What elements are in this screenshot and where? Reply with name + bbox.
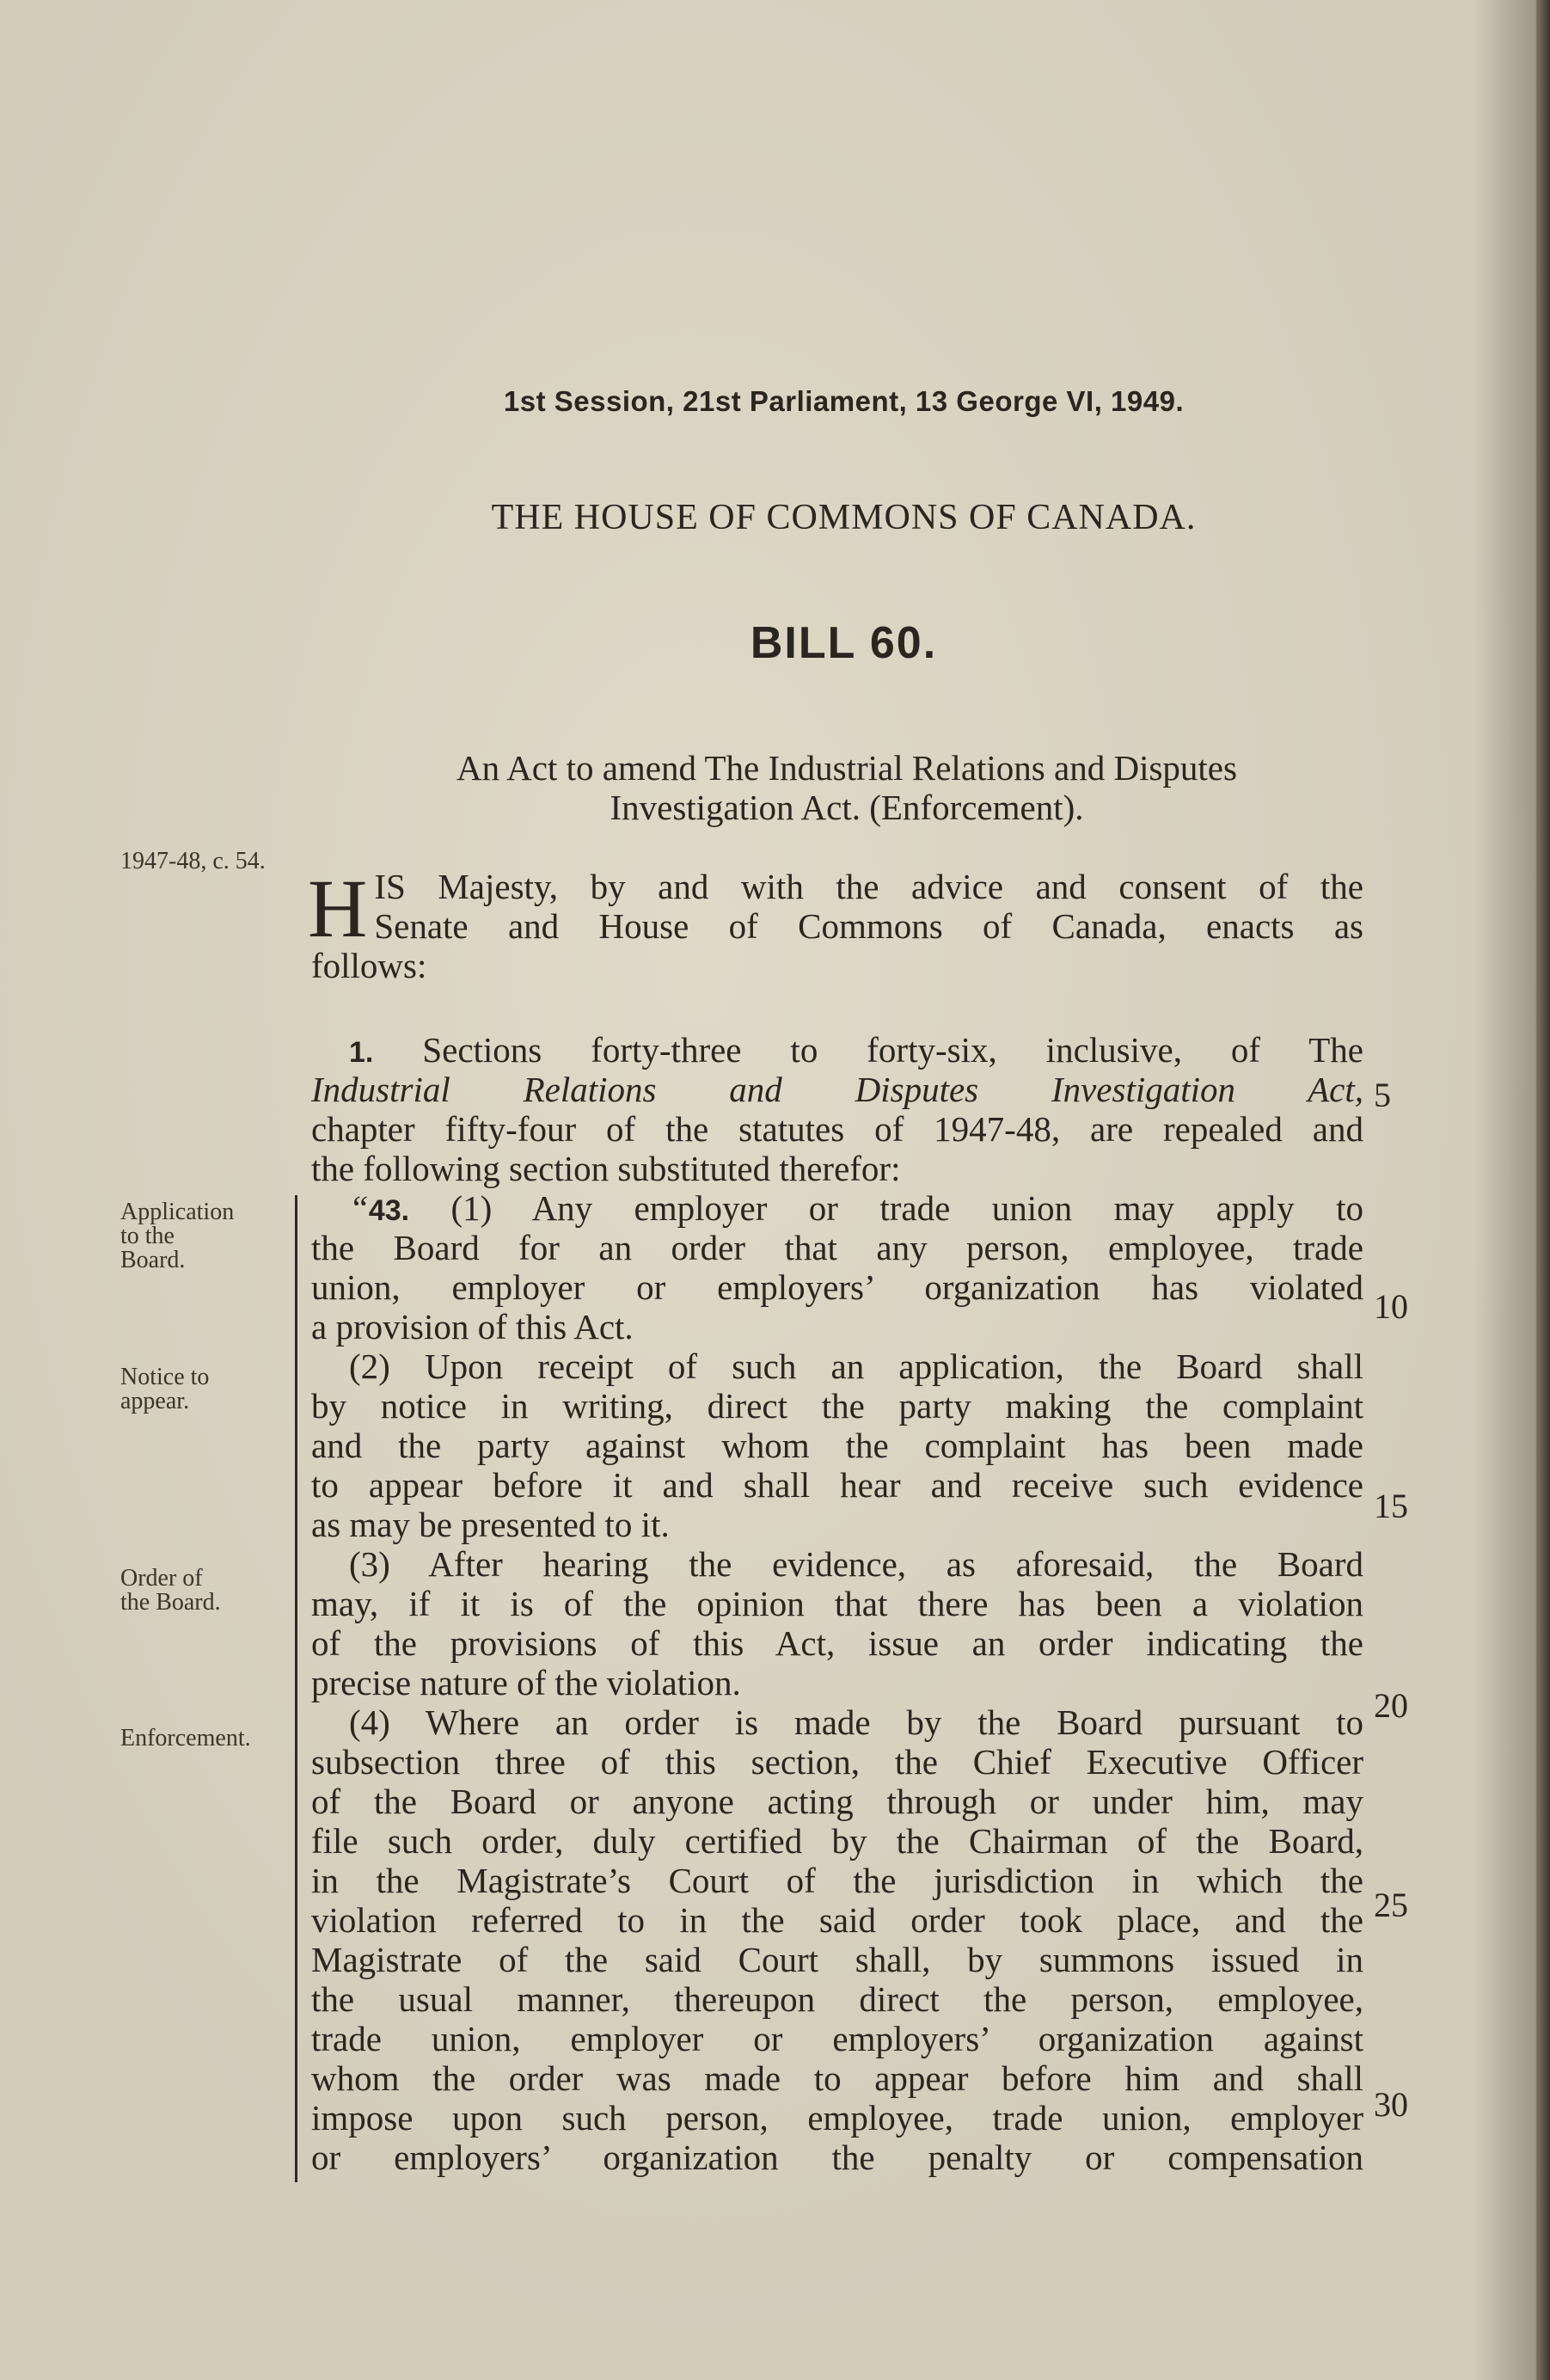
text-line: of the provisions of this Act, issue an order indicating the [311, 1623, 1363, 1663]
text-line: by notice in writing, direct the party making the complaint [311, 1386, 1363, 1426]
text-line: may, if it is of the opinion that there has been a violation [311, 1584, 1363, 1623]
margin-line: Application [120, 1199, 235, 1225]
margin-line: Notice to [120, 1364, 210, 1390]
margin-line: Board. [120, 1247, 186, 1273]
line-number: 30 [1374, 2085, 1408, 2124]
section-1 [311, 1030, 1363, 2177]
line-number: 10 [1374, 1287, 1408, 1326]
enacting-clause [308, 862, 1363, 985]
text-line: subsection three of this section, the Chief Executive Officer [311, 1742, 1363, 1782]
text-line: and the party against whom the complaint has been made [311, 1426, 1363, 1465]
text-line: IS Majesty, by and with the advice and consent of the [374, 867, 1363, 906]
drop-cap: H [308, 862, 368, 954]
page-edge [1536, 0, 1550, 2380]
margin-line: Order of [120, 1565, 203, 1592]
margin-enforcement: Enforcement. [120, 1725, 251, 1751]
text-line: as may be presented to it. [311, 1505, 670, 1544]
text-line: trade union, employer or employers’ organization against [311, 2019, 1363, 2058]
margin-line: to the [120, 1223, 175, 1249]
margin-citation: 1947-48, c. 54. [120, 848, 266, 874]
text-line: union, employer or employers’ organization has violated [311, 1267, 1363, 1307]
text-line: precise nature of the violation. [311, 1663, 741, 1702]
subtitle-line: Investigation Act. (Enforcement). [610, 788, 1084, 827]
text-line: file such order, duly certified by the Chairman of the Board, [311, 1821, 1363, 1861]
margin-application [120, 1200, 292, 1273]
margin-notice [120, 1365, 292, 1414]
text-line: of the Board or anyone acting through or under him, may [311, 1782, 1363, 1821]
subtitle-line: An Act to amend The Industrial Relations and Disputes [456, 748, 1237, 788]
line-number: 15 [1374, 1487, 1408, 1525]
text-line: Industrial Relations and Disputes Investigation Act, [311, 1070, 1363, 1109]
bill-number: BILL 60. [750, 618, 938, 668]
house-title: THE HOUSE OF COMMONS OF CANADA. [491, 498, 1197, 537]
text-line: the following section substituted therefor: [311, 1149, 901, 1188]
bill-subtitle [318, 748, 1375, 827]
text-line: Senate and House of Commons of Canada, enacts as [374, 906, 1363, 946]
text-line: impose upon such person, employee, trade union, employer [311, 2098, 1363, 2138]
open-quote: “ [349, 1188, 369, 1228]
text-line: follows: [311, 946, 427, 985]
text-line: (3) After hearing the evidence, as aforesaid, the Board [349, 1544, 1363, 1584]
text-line: (2) Upon receipt of such an application, the Board shall [349, 1346, 1363, 1386]
text-line [311, 1188, 1363, 1228]
line-number: 5 [1374, 1076, 1391, 1114]
amendment-bar [295, 1195, 297, 2182]
line-number: 25 [1374, 1886, 1408, 1924]
session-line: 1st Session, 21st Parliament, 13 George VI, 1949. [503, 385, 1185, 417]
line-number: 20 [1374, 1686, 1408, 1725]
text-line: or employers’ organization the penalty or compensation [311, 2138, 1363, 2177]
text-line: the usual manner, thereupon direct the person, employee, [311, 1979, 1363, 2019]
text-line: to appear before it and shall hear and receive such evidence [311, 1465, 1363, 1505]
margin-line: appear. [120, 1388, 190, 1414]
text-line: in the Magistrate’s Court of the jurisdiction in which the [311, 1861, 1363, 1900]
text-line: chapter fifty-four of the statutes of 1947-48, are repealed and [311, 1109, 1363, 1149]
text-fragment: Sections forty-three to forty-six, inclusive, of The [422, 1030, 1363, 1070]
margin-line: the Board. [120, 1589, 221, 1616]
text-line: (4) Where an order is made by the Board pursuant to [349, 1702, 1363, 1742]
margin-order [120, 1567, 292, 1615]
text-line: Magistrate of the said Court shall, by summons issued in [311, 1940, 1363, 1979]
text-fragment: (1) Any employer or trade union may apply to [450, 1188, 1363, 1228]
section-number: 1. [349, 1036, 374, 1069]
text-line: the Board for an order that any person, employee, trade [311, 1228, 1363, 1267]
section-number: 43. [368, 1194, 410, 1227]
text-line [311, 1030, 1363, 1070]
text-line: a provision of this Act. [311, 1307, 634, 1346]
text-line: whom the order was made to appear before him and shall [311, 2058, 1363, 2098]
text-line: violation referred to in the said order took place, and the [311, 1900, 1363, 1940]
